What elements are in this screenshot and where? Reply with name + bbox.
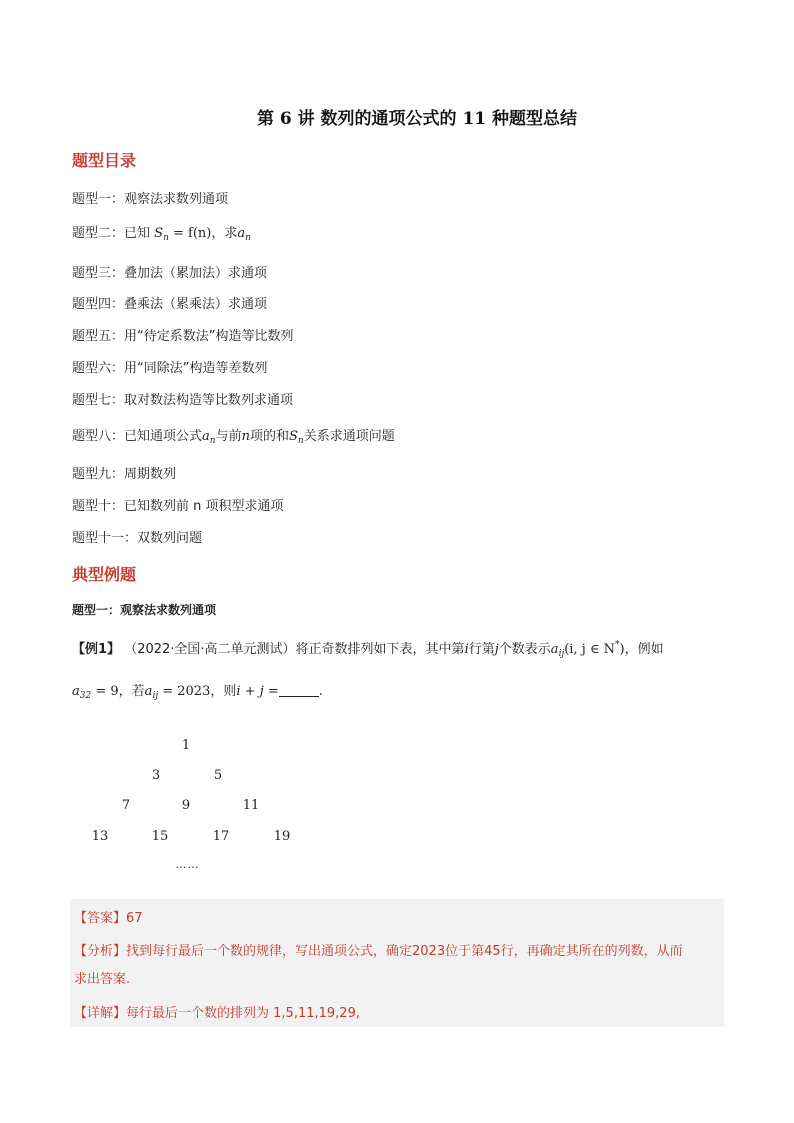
math-a: $a_n$ bbox=[202, 429, 216, 446]
triangle-number: 9 bbox=[181, 798, 191, 813]
detail-label: 【详解】 bbox=[74, 1006, 127, 1021]
toc-item-5[interactable] bbox=[72, 325, 294, 344]
toc-item-4[interactable] bbox=[72, 293, 267, 312]
math-n: n bbox=[241, 429, 250, 444]
page-title: 第 6 讲 数列的通项公式的 11 种题型总结 bbox=[256, 109, 578, 129]
triangle-number: 7 bbox=[121, 798, 131, 813]
answer-line bbox=[74, 907, 143, 926]
toc-prefix: 题型一： bbox=[72, 192, 125, 207]
math-a: $a_n$ bbox=[237, 226, 251, 243]
toc-item-8[interactable] bbox=[72, 425, 395, 446]
toc-text: 已知 bbox=[124, 226, 151, 241]
example-1-line-2: $a_{32} = 9$，若$a_{ij} = 2023$，则i + j = . bbox=[72, 684, 323, 701]
analysis-label: 【分析】 bbox=[74, 944, 127, 959]
toc-prefix: 题型三： bbox=[72, 266, 125, 281]
toc-text: ，求 bbox=[211, 226, 238, 241]
detail-text: 每行最后一个数的排列为 1,5,11,19,29, bbox=[126, 1006, 360, 1021]
toc-text: 已知通项公式 bbox=[124, 429, 203, 444]
toc-text: 用“待定系数法”构造等比数列 bbox=[124, 329, 294, 344]
toc-text: 观察法求数列通项 bbox=[124, 192, 229, 207]
triangle-number: 17 bbox=[212, 829, 230, 844]
analysis-text: 找到每行最后一个数的规律，写出通项公式，确定2023位于第45行，再确定其所在的列数，从而 bbox=[126, 944, 683, 959]
toc-text: 叠乘法（累乘法）求通项 bbox=[124, 297, 268, 312]
triangle-number: 13 bbox=[91, 829, 109, 844]
toc-text: 项的和 bbox=[249, 429, 289, 444]
toc-text: 用“同除法”构造等差数列 bbox=[124, 361, 268, 376]
triangle-number: 5 bbox=[213, 768, 223, 783]
toc-prefix: 题型二： bbox=[72, 226, 125, 241]
answer-value: 67 bbox=[126, 911, 143, 926]
triangle-number: 15 bbox=[151, 829, 169, 844]
toc-prefix: 题型八： bbox=[72, 429, 125, 444]
toc-prefix: 题型九： bbox=[72, 467, 125, 482]
math-S: $S_n = f(n)$ bbox=[154, 226, 212, 243]
toc-item-11[interactable] bbox=[72, 527, 202, 546]
triangle-ellipsis: …… bbox=[175, 858, 200, 871]
toc-item-2[interactable] bbox=[72, 222, 251, 243]
toc-text: 取对数法构造等比数列求通项 bbox=[124, 393, 294, 408]
triangle-number: 1 bbox=[181, 738, 191, 753]
toc-text: 周期数列 bbox=[124, 467, 177, 482]
triangle-number: 19 bbox=[273, 829, 291, 844]
question-type-heading: 题型一：观察法求数列通项 bbox=[72, 603, 217, 617]
example-1-line-1: 【例1】 （2022·全国·高二单元测试）将正奇数排列如下表，其中第i行第j个数表示$a_{ij}(i$, j ∈ N*)，例如 bbox=[72, 640, 664, 659]
toc-item-9[interactable] bbox=[72, 463, 176, 482]
triangle-number: 3 bbox=[151, 768, 161, 783]
toc-text: 叠加法（累加法）求通项 bbox=[124, 266, 268, 281]
toc-prefix: 题型六： bbox=[72, 361, 125, 376]
toc-item-6[interactable] bbox=[72, 357, 268, 376]
answer-blank[interactable] bbox=[279, 684, 319, 697]
toc-item-10[interactable] bbox=[72, 495, 284, 514]
toc-prefix: 题型十： bbox=[72, 499, 125, 514]
detail-line bbox=[74, 1002, 360, 1021]
toc-prefix: 题型十一： bbox=[72, 531, 138, 546]
toc-text: 与前 bbox=[215, 429, 242, 444]
analysis-line-2: 求出答案. bbox=[74, 972, 131, 987]
example-source: （2022·全国·高二单元测试） bbox=[124, 642, 296, 657]
toc-prefix: 题型七： bbox=[72, 393, 125, 408]
toc-item-7[interactable] bbox=[72, 389, 293, 408]
toc-item-1[interactable] bbox=[72, 188, 228, 207]
examples-heading: 典型例题 bbox=[72, 565, 137, 584]
toc-text: 关系求通项问题 bbox=[303, 429, 395, 444]
toc-prefix: 题型四： bbox=[72, 297, 125, 312]
toc-text: 双数列问题 bbox=[137, 531, 203, 546]
toc-text: 已知数列前 n 项积型求通项 bbox=[124, 499, 284, 514]
math-S: $S_n$ bbox=[289, 429, 304, 446]
answer-label: 【答案】 bbox=[74, 911, 127, 926]
toc-prefix: 题型五： bbox=[72, 329, 125, 344]
toc-item-3[interactable] bbox=[72, 262, 267, 281]
example-label: 【例1】 bbox=[72, 642, 121, 657]
toc-heading: 题型目录 bbox=[72, 151, 137, 170]
analysis-line-1 bbox=[74, 940, 683, 959]
triangle-number: 11 bbox=[242, 798, 260, 813]
